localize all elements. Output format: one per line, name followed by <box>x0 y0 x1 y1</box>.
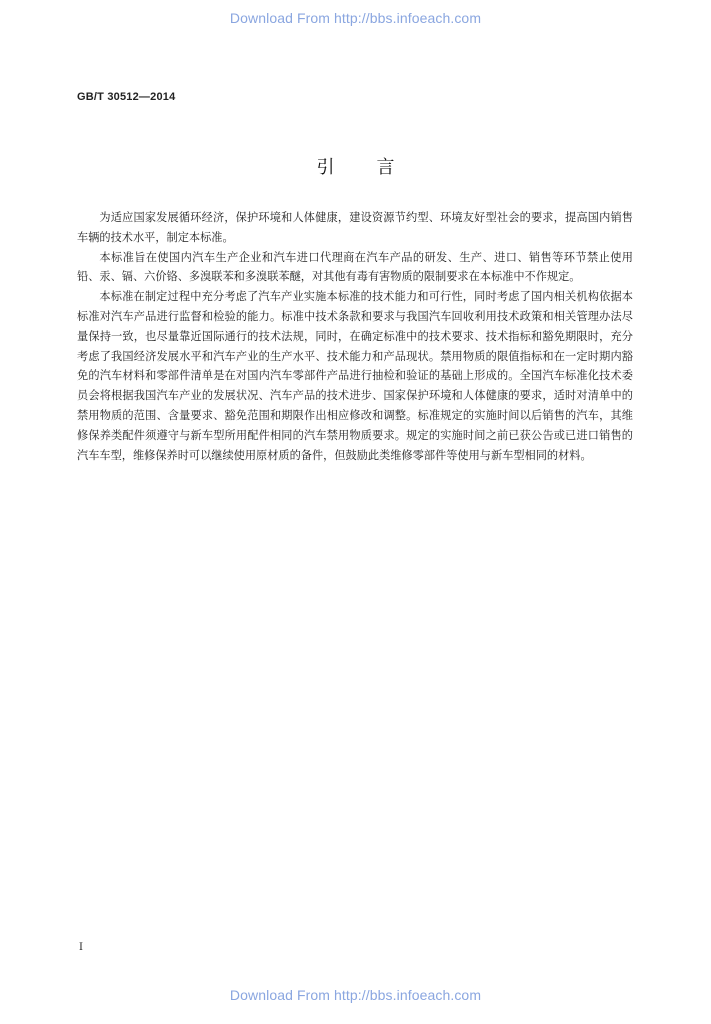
paragraph-1: 为适应国家发展循环经济，保护环境和人体健康，建设资源节约型、环境友好型社会的要求，提高国内销售车辆的技术水平，制定本标准。 <box>77 211 633 244</box>
watermark-top: Download From http://bbs.infoeach.com <box>229 10 482 26</box>
watermark-bottom: Download From http://bbs.infoeach.com <box>229 987 482 1003</box>
paragraph-2: 本标准旨在使国内汽车生产企业和汽车进口代理商在汽车产品的研发、生产、进口、销售等环节禁止使用铅、汞、镉、六价铬、多溴联苯和多溴联苯醚，对其他有毒有害物质的限制要求在本标准中不作规定。 <box>77 250 633 284</box>
body-text <box>77 208 633 465</box>
standard-code: GB/T 30512—2014 <box>77 91 176 103</box>
page-number: Ⅰ <box>79 942 83 953</box>
section-title: 引言 <box>316 157 437 178</box>
paragraph-3: 本标准在制定过程中充分考虑了汽车产业实施本标准的技术能力和可行性，同时考虑了国内相关机构依据本标准对汽车产品进行监督和检验的能力。标准中技术条款和要求与我国汽车回收利用技术政策和相关管理办法尽量保持一致，也尽量靠近国际通行的技术法规，同时，在确定标准中的技术要求、技术指标和豁免期限时，充分考虑了我国经济发展水平和汽车产业的生产水平、技术能力和产品现状。禁用物质的限值指标和在一定时期内豁免的汽车材料和零部件清单是在对国内汽车零部件产品进行抽检和验证的基础上形成的。全国汽车标准化技术委员会将根据我国汽车产业的发展状况、汽车产品的技术进步、国家保护环境和人体健康的要求，适时对清单中的禁用物质的范围、含量要求、豁免范围和期限作出相应修改和调整。标准规定的实施时间以后销售的汽车，其维修保养类配件须遵守与新车型所用配件相同的汽车禁用物质要求。规定的实施时间之前已获公告或已进口销售的汽车车型，维修保养时可以继续使用原材质的备件，但鼓励此类维修零部件等使用与新车型相同的材料。 <box>77 290 633 462</box>
